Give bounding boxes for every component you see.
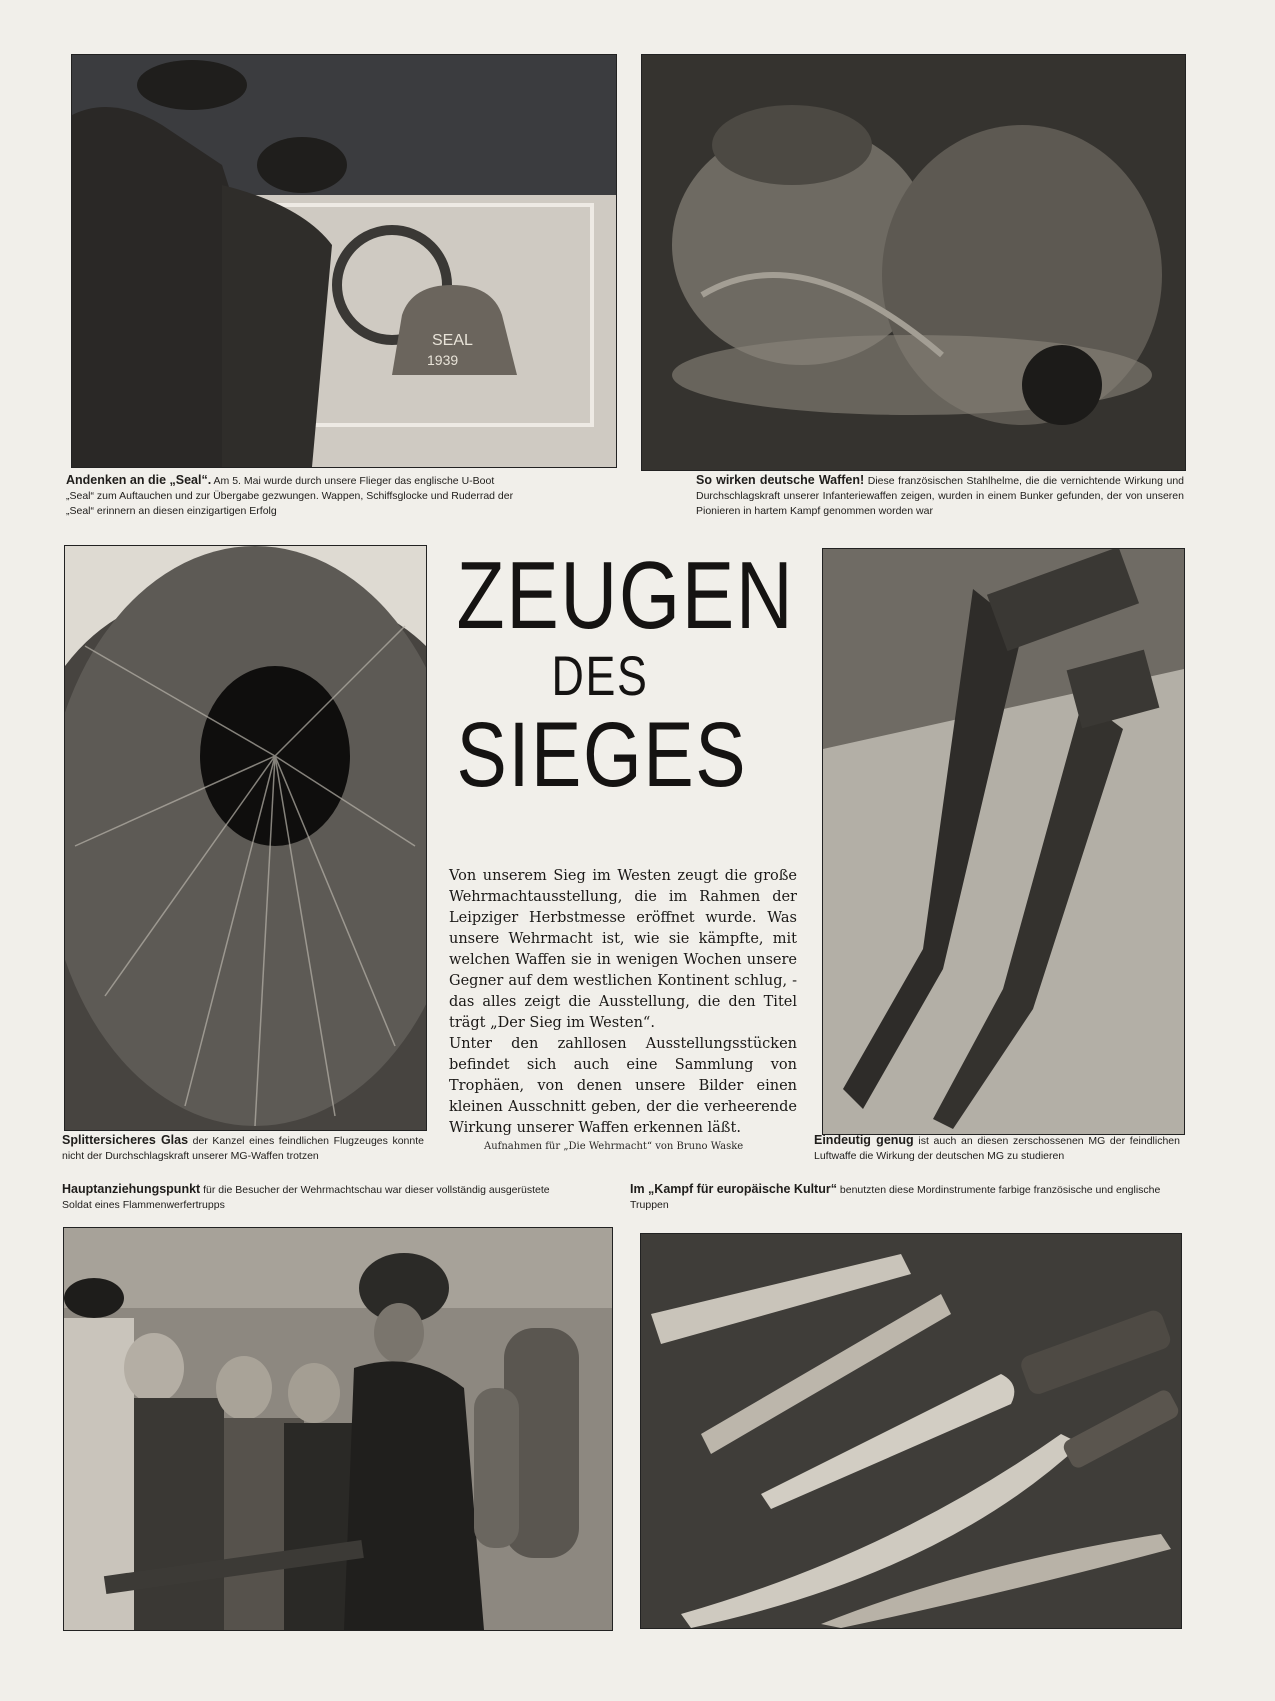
photo-knives (640, 1233, 1182, 1629)
photo-machine-guns (822, 548, 1185, 1135)
caption-seal-text: Am 5. Mai wurde durch unsere Flieger das englische U-Boot „Seal“ zum Auftauchen und zur Übergabe gezwungen. Wappen, Schiffsglocke und Ruderrad der „Seal“ erinnern an diesen einzigartigen Erfolg (66, 475, 514, 517)
caption-mg-lead: Eindeutig genug (814, 1133, 914, 1147)
photo-flamethrower-soldier (63, 1227, 613, 1631)
photo-steel-helmets (641, 54, 1186, 471)
photo-credit: Aufnahmen für „Die Wehrmacht“ von Bruno Waske (484, 1141, 744, 1152)
headline-line-3: SIEGES (456, 704, 748, 806)
caption-seal (66, 473, 520, 519)
caption-knives (630, 1182, 1184, 1213)
article-paragraph-2: Unter den zahllosen Ausstellungsstücken befindet sich auch eine Sammlung von Trophäen, von denen unsere Bilder einen kleinen Ausschnitt geben, der die verheerende Wirkung unserer Waffen erkennen läßt. (449, 1036, 797, 1136)
caption-flamethrower (62, 1182, 552, 1213)
caption-mg-text: ist auch an diesen zerschossenen MG der feindlichen Luftwaffe die Wirkung der deutschen MG zu studieren (814, 1135, 1180, 1162)
article-paragraph-1: Von unserem Sieg im Westen zeugt die große Wehrmachtausstellung, die im Rahmen der Leipziger Herbstmesse eröffnet wurde. Was unsere Wehrmacht ist, wie sie kämpfte, mit welchen Waffen sie in wenigen Wochen unsere Gegner auf dem westlichen Kontinent schlug, - das alles zeigt die Ausstellung, die den Titel trägt „Der Sieg im Westen“. (449, 868, 797, 1031)
headline (425, 542, 795, 806)
caption-seal-lead: Andenken an die „Seal“. (66, 473, 212, 487)
caption-flamethrower-text: für die Besucher der Wehrmachtschau war dieser vollständig ausgerüstete Soldat eines Flammenwerfertrupps (62, 1184, 550, 1211)
photo-seal-exhibit (71, 54, 617, 468)
bell-year-text: 1939 (427, 352, 459, 368)
caption-helmets-lead: So wirken deutsche Waffen! (696, 473, 865, 487)
headline-line-1: ZEUGEN (456, 542, 795, 649)
caption-mg (814, 1133, 1180, 1164)
caption-glass (62, 1133, 424, 1164)
bell-name-text: SEAL (432, 332, 473, 349)
article-body (449, 866, 797, 1139)
caption-helmets (696, 473, 1184, 519)
caption-glass-text: der Kanzel eines feindlichen Flugzeuges konnte nicht der Durchschlagskraft unserer MG-Waffen trotzen (62, 1135, 424, 1162)
caption-knives-lead: Im „Kampf für europäische Kultur“ (630, 1182, 837, 1196)
caption-flamethrower-lead: Hauptanziehungspunkt (62, 1182, 201, 1196)
caption-glass-lead: Splittersicheres Glas (62, 1133, 189, 1147)
caption-helmets-text: Diese französischen Stahlhelme, die die vernichtende Wirkung und Durchschlagskraft unserer Infanteriewaffen zeigen, wurden in einem Bunker gefunden, der von unseren Pionieren in hartem Kampf genommen worden war (696, 475, 1184, 517)
photo-shattered-glass (64, 545, 427, 1131)
caption-knives-text: benutzten diese Mordinstrumente farbige französische und englische Truppen (630, 1184, 1161, 1211)
headline-line-2: DES (551, 644, 649, 707)
